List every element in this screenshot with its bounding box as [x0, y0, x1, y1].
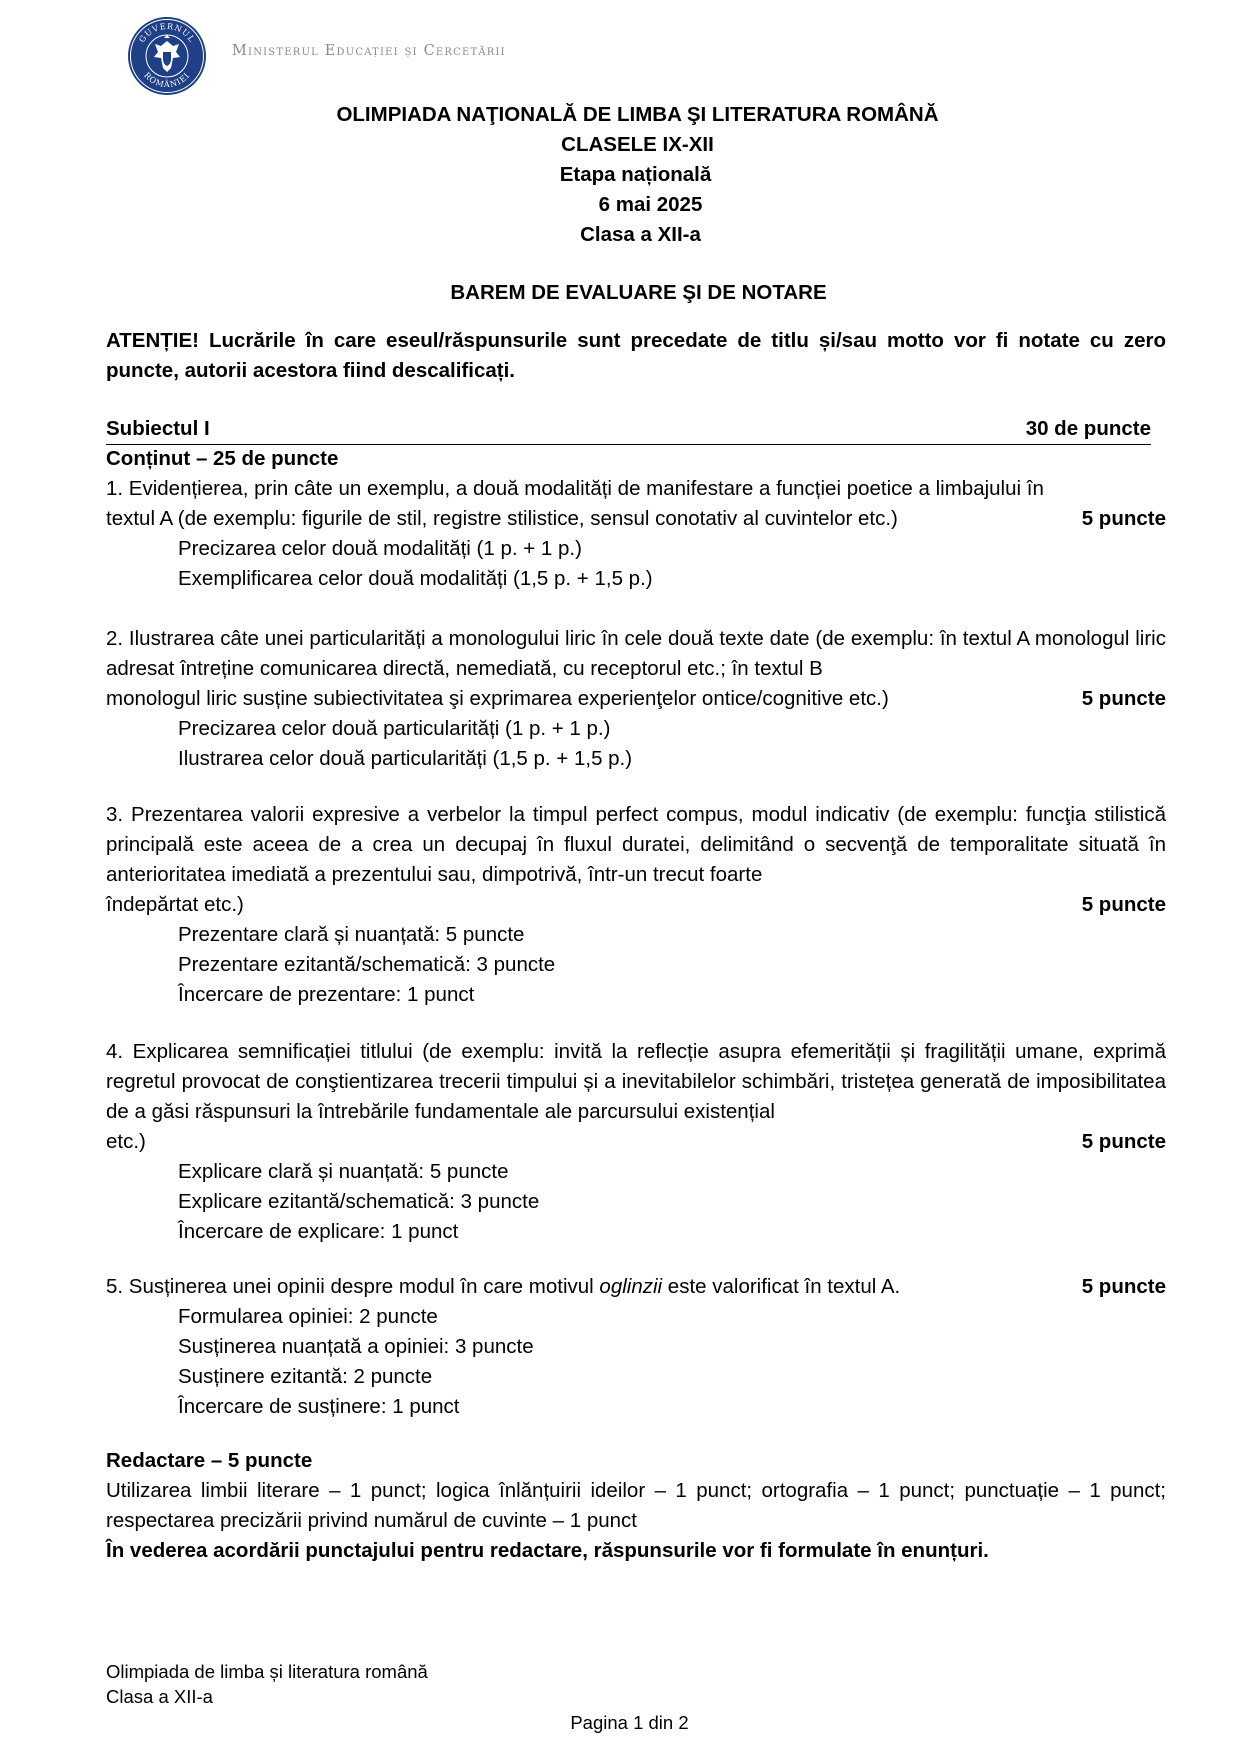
title-block — [0, 100, 1241, 250]
criterion: Încercare de explicare: 1 punct — [178, 1220, 459, 1243]
item-2-text-last: monologul liric susține subiectivitatea şi exprimarea experienţelor ontice/cognitive etc.) — [106, 687, 889, 710]
criterion: Precizarea celor două modalități (1 p. + 1 p.) — [178, 537, 582, 560]
item-5 — [106, 1272, 1166, 1422]
item-5-text-after: este valorificat în textul A. — [662, 1275, 901, 1298]
item-5-italic-word: oglinzii — [599, 1275, 663, 1298]
criterion: Prezentare clară și nuanțată: 5 puncte — [178, 923, 525, 946]
grade-title: Clasa a XII-a — [580, 223, 701, 246]
page-footer — [106, 1659, 428, 1709]
subject-heading — [106, 414, 1151, 445]
content-heading: Conținut – 25 de puncte — [106, 447, 339, 470]
item-4 — [106, 1037, 1166, 1247]
redactare-heading: Redactare – 5 puncte — [106, 1449, 313, 1472]
government-seal-logo — [127, 16, 207, 96]
item-5-text-before: 5. Susținerea unei opinii despre modul în care motivul — [106, 1275, 600, 1298]
svg-text:GUVERNUL: GUVERNUL — [137, 21, 197, 45]
footer-line-1: Olimpiada de limba și literatura română — [106, 1661, 428, 1682]
item-3-text: 3. Prezentarea valorii expresive a verbelor la timpul perfect compus, modul indicativ (de exemplu: funcţia stilistică principală este aceea de a crea un decupaj în fluxul duratei, delimitând o secvenţă de temporalitate situată în anterioritatea imediată a prezentului sau, dimpotrivă, într-un trecut foarte — [106, 803, 1166, 886]
subject-points: 30 de puncte — [1025, 417, 1151, 440]
item-5-line — [106, 1272, 1166, 1302]
item-1-text-last: textul A (de exemplu: figurile de stil, registre stilistice, sensul conotativ al cuvintelor etc.) — [106, 507, 898, 530]
item-3 — [106, 800, 1166, 1010]
criterion: Încercare de susținere: 1 punct — [178, 1395, 460, 1418]
barem-heading: BAREM DE EVALUARE ŞI DE NOTARE — [450, 281, 827, 304]
item-5-text — [106, 1272, 900, 1302]
criterion: Susținere ezitantă: 2 puncte — [178, 1365, 433, 1388]
item-4-text: 4. Explicarea semnificației titlului (de exemplu: invită la reflecție asupra efemerității și fragilității umane, exprimă regretul provocat de conştientizarea trecerii timpului și a inevitabilelor schimbări, tristețea generată de imposibilitatea de a găsi răspunsuri la întrebările fundamentale ale parcursului existențial — [106, 1040, 1166, 1123]
stage-title: Etapa națională — [559, 163, 712, 186]
date-title: 6 mai 2025 — [598, 193, 703, 216]
criterion: Susținerea nuanțată a opiniei: 3 puncte — [178, 1335, 534, 1358]
footer-line-2: Clasa a XII-a — [106, 1686, 213, 1707]
item-1-last-line — [106, 504, 1166, 534]
criterion: Ilustrarea celor două particularități (1,5 p. + 1,5 p.) — [178, 747, 633, 770]
criterion: Explicare clară și nuanțată: 5 puncte — [178, 1160, 509, 1183]
criterion: Exemplificarea celor două modalități (1,5 p. + 1,5 p.) — [178, 567, 653, 590]
criterion: Încercare de prezentare: 1 punct — [178, 983, 475, 1006]
ministry-name: Ministerul Educației și Cercetării — [232, 43, 506, 59]
item-2 — [106, 624, 1166, 774]
item-2-points: 5 puncte — [1081, 687, 1166, 710]
item-3-points: 5 puncte — [1081, 893, 1166, 916]
criterion: Formularea opiniei: 2 puncte — [178, 1305, 438, 1328]
attention-note: ATENȚIE! Lucrările în care eseul/răspunsurile sunt precedate de titlu și/sau motto vor fi notate cu zero puncte, autorii acestora fiind descalificați. — [106, 329, 1166, 382]
criterion: Prezentare ezitantă/schematică: 3 puncte — [178, 953, 556, 976]
item-4-last-line — [106, 1127, 1166, 1157]
svg-text:ROMÂNIEI: ROMÂNIEI — [142, 70, 192, 90]
subject-name: Subiectul I — [106, 417, 210, 440]
item-1-points: 5 puncte — [1081, 507, 1166, 530]
olympiad-title: OLIMPIADA NAŢIONALĂ DE LIMBA ŞI LITERATURA ROMÂNĂ — [336, 103, 939, 126]
redactare-text: Utilizarea limbii literare – 1 punct; logica înlănțuirii ideilor – 1 punct; ortografia – 1 punct; punctuație – 1 punct; respectarea precizării privind numărul de cuvinte – 1 punct — [106, 1479, 1166, 1532]
classes-title: CLASELE IX-XII — [561, 133, 714, 156]
item-4-text-last: etc.) — [106, 1130, 146, 1153]
item-5-points: 5 puncte — [1081, 1275, 1166, 1298]
item-4-points: 5 puncte — [1081, 1130, 1166, 1153]
item-3-last-line — [106, 890, 1166, 920]
redactare-section — [106, 1446, 1166, 1566]
criterion: Explicare ezitantă/schematică: 3 puncte — [178, 1190, 540, 1213]
item-2-last-line — [106, 684, 1166, 714]
item-1-text: 1. Evidențierea, prin câte un exemplu, a două modalități de manifestare a funcției poetice a limbajului în — [106, 477, 1044, 500]
redactare-note: În vederea acordării punctajului pentru redactare, răspunsurile vor fi formulate în enunțuri. — [106, 1539, 989, 1562]
page-number: Pagina 1 din 2 — [570, 1712, 689, 1733]
item-2-text: 2. Ilustrarea câte unei particularități a monologului liric în cele două texte date (de exemplu: în textul A monologul liric adresat întreține comunicarea directă, nemediată, cu receptorul etc.; în textul B — [106, 627, 1166, 680]
item-1 — [106, 474, 1166, 594]
item-3-text-last: îndepărtat etc.) — [106, 893, 244, 916]
criterion: Precizarea celor două particularități (1 p. + 1 p.) — [178, 717, 611, 740]
